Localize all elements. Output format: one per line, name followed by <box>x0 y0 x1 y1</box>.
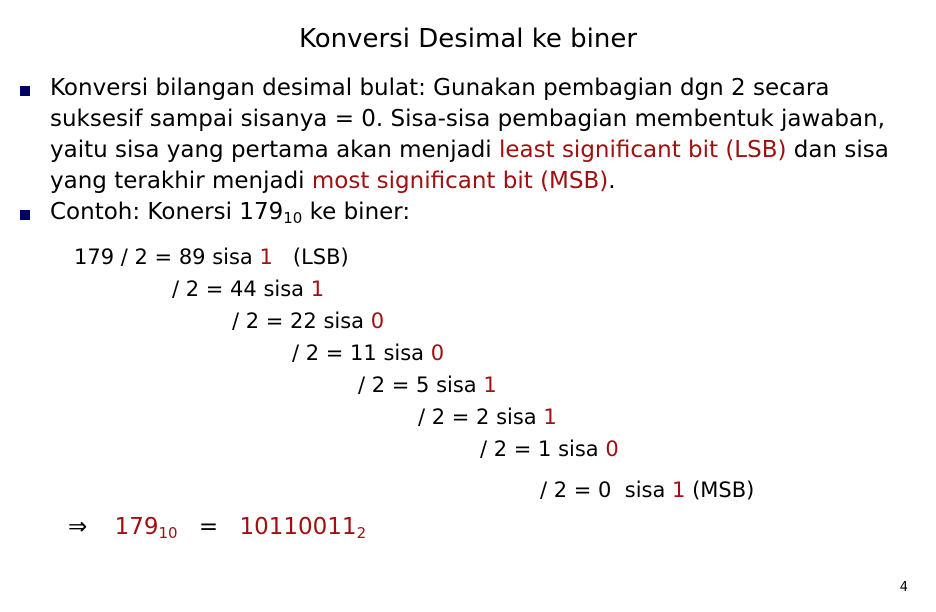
step-remainder: 1 <box>672 478 686 502</box>
square-bullet-icon <box>20 210 30 220</box>
step-remainder: 0 <box>605 437 619 461</box>
step-expression: / 2 = 2 sisa <box>418 405 544 429</box>
lsb-term: least significant bit (LSB) <box>499 137 787 163</box>
division-step <box>540 478 754 502</box>
slide-title: Konversi Desimal ke biner <box>298 24 638 54</box>
step-expression: 179 / 2 = 89 sisa <box>74 245 260 269</box>
example-suffix: ke biner: <box>302 199 411 225</box>
step-expression: / 2 = 22 sisa <box>232 309 371 333</box>
bullet-item-definition <box>20 73 925 197</box>
step-remainder: 1 <box>483 373 497 397</box>
bullet-list <box>20 73 925 228</box>
result-decimal-base: 10 <box>158 524 178 542</box>
result-binary: 10110011 <box>239 514 357 540</box>
division-step <box>172 277 324 301</box>
definition-text-b: dan sisa yang terakhir menjadi <box>50 137 889 194</box>
step-remainder: 0 <box>370 309 385 333</box>
result-binary-base: 2 <box>356 524 367 542</box>
step-remainder: 0 <box>430 341 445 365</box>
step-note: (LSB) <box>272 245 349 269</box>
definition-text-c: . <box>608 168 616 194</box>
result-line <box>68 514 366 540</box>
division-step <box>232 309 384 333</box>
msb-term: most significant bit (MSB) <box>311 168 609 194</box>
step-remainder: 1 <box>543 405 557 429</box>
division-step <box>418 405 557 429</box>
step-expression: / 2 = 5 sisa <box>358 373 484 397</box>
result-equals: = <box>198 514 219 540</box>
example-prefix: Contoh: Konersi 179 <box>50 199 284 225</box>
page-number: 4 <box>899 580 908 595</box>
step-expression: / 2 = 44 sisa <box>172 277 311 301</box>
division-step <box>358 373 497 397</box>
step-expression: / 2 = 11 sisa <box>292 341 431 365</box>
square-bullet-icon <box>20 86 30 96</box>
step-expression: / 2 = 0 sisa <box>540 478 673 502</box>
step-expression: / 2 = 1 sisa <box>480 437 606 461</box>
bullet-item-example <box>20 197 925 228</box>
division-step <box>292 341 444 365</box>
division-step <box>74 245 349 269</box>
result-decimal: 179 <box>114 514 159 540</box>
step-note: (MSB) <box>685 478 755 502</box>
division-step <box>480 437 619 461</box>
example-base-subscript: 10 <box>283 209 303 227</box>
step-remainder: 1 <box>259 245 273 269</box>
definition-text-a: Konversi bilangan desimal bulat: Gunakan pembagian dgn 2 secara suksesif sampai sisanya = 0. Sisa-sisa pembagian membentuk jawaban, yaitu sisa yang pertama akan menjadi <box>50 75 885 163</box>
implies-arrow-icon: ⇒ <box>68 514 88 540</box>
step-remainder: 1 <box>310 277 325 301</box>
